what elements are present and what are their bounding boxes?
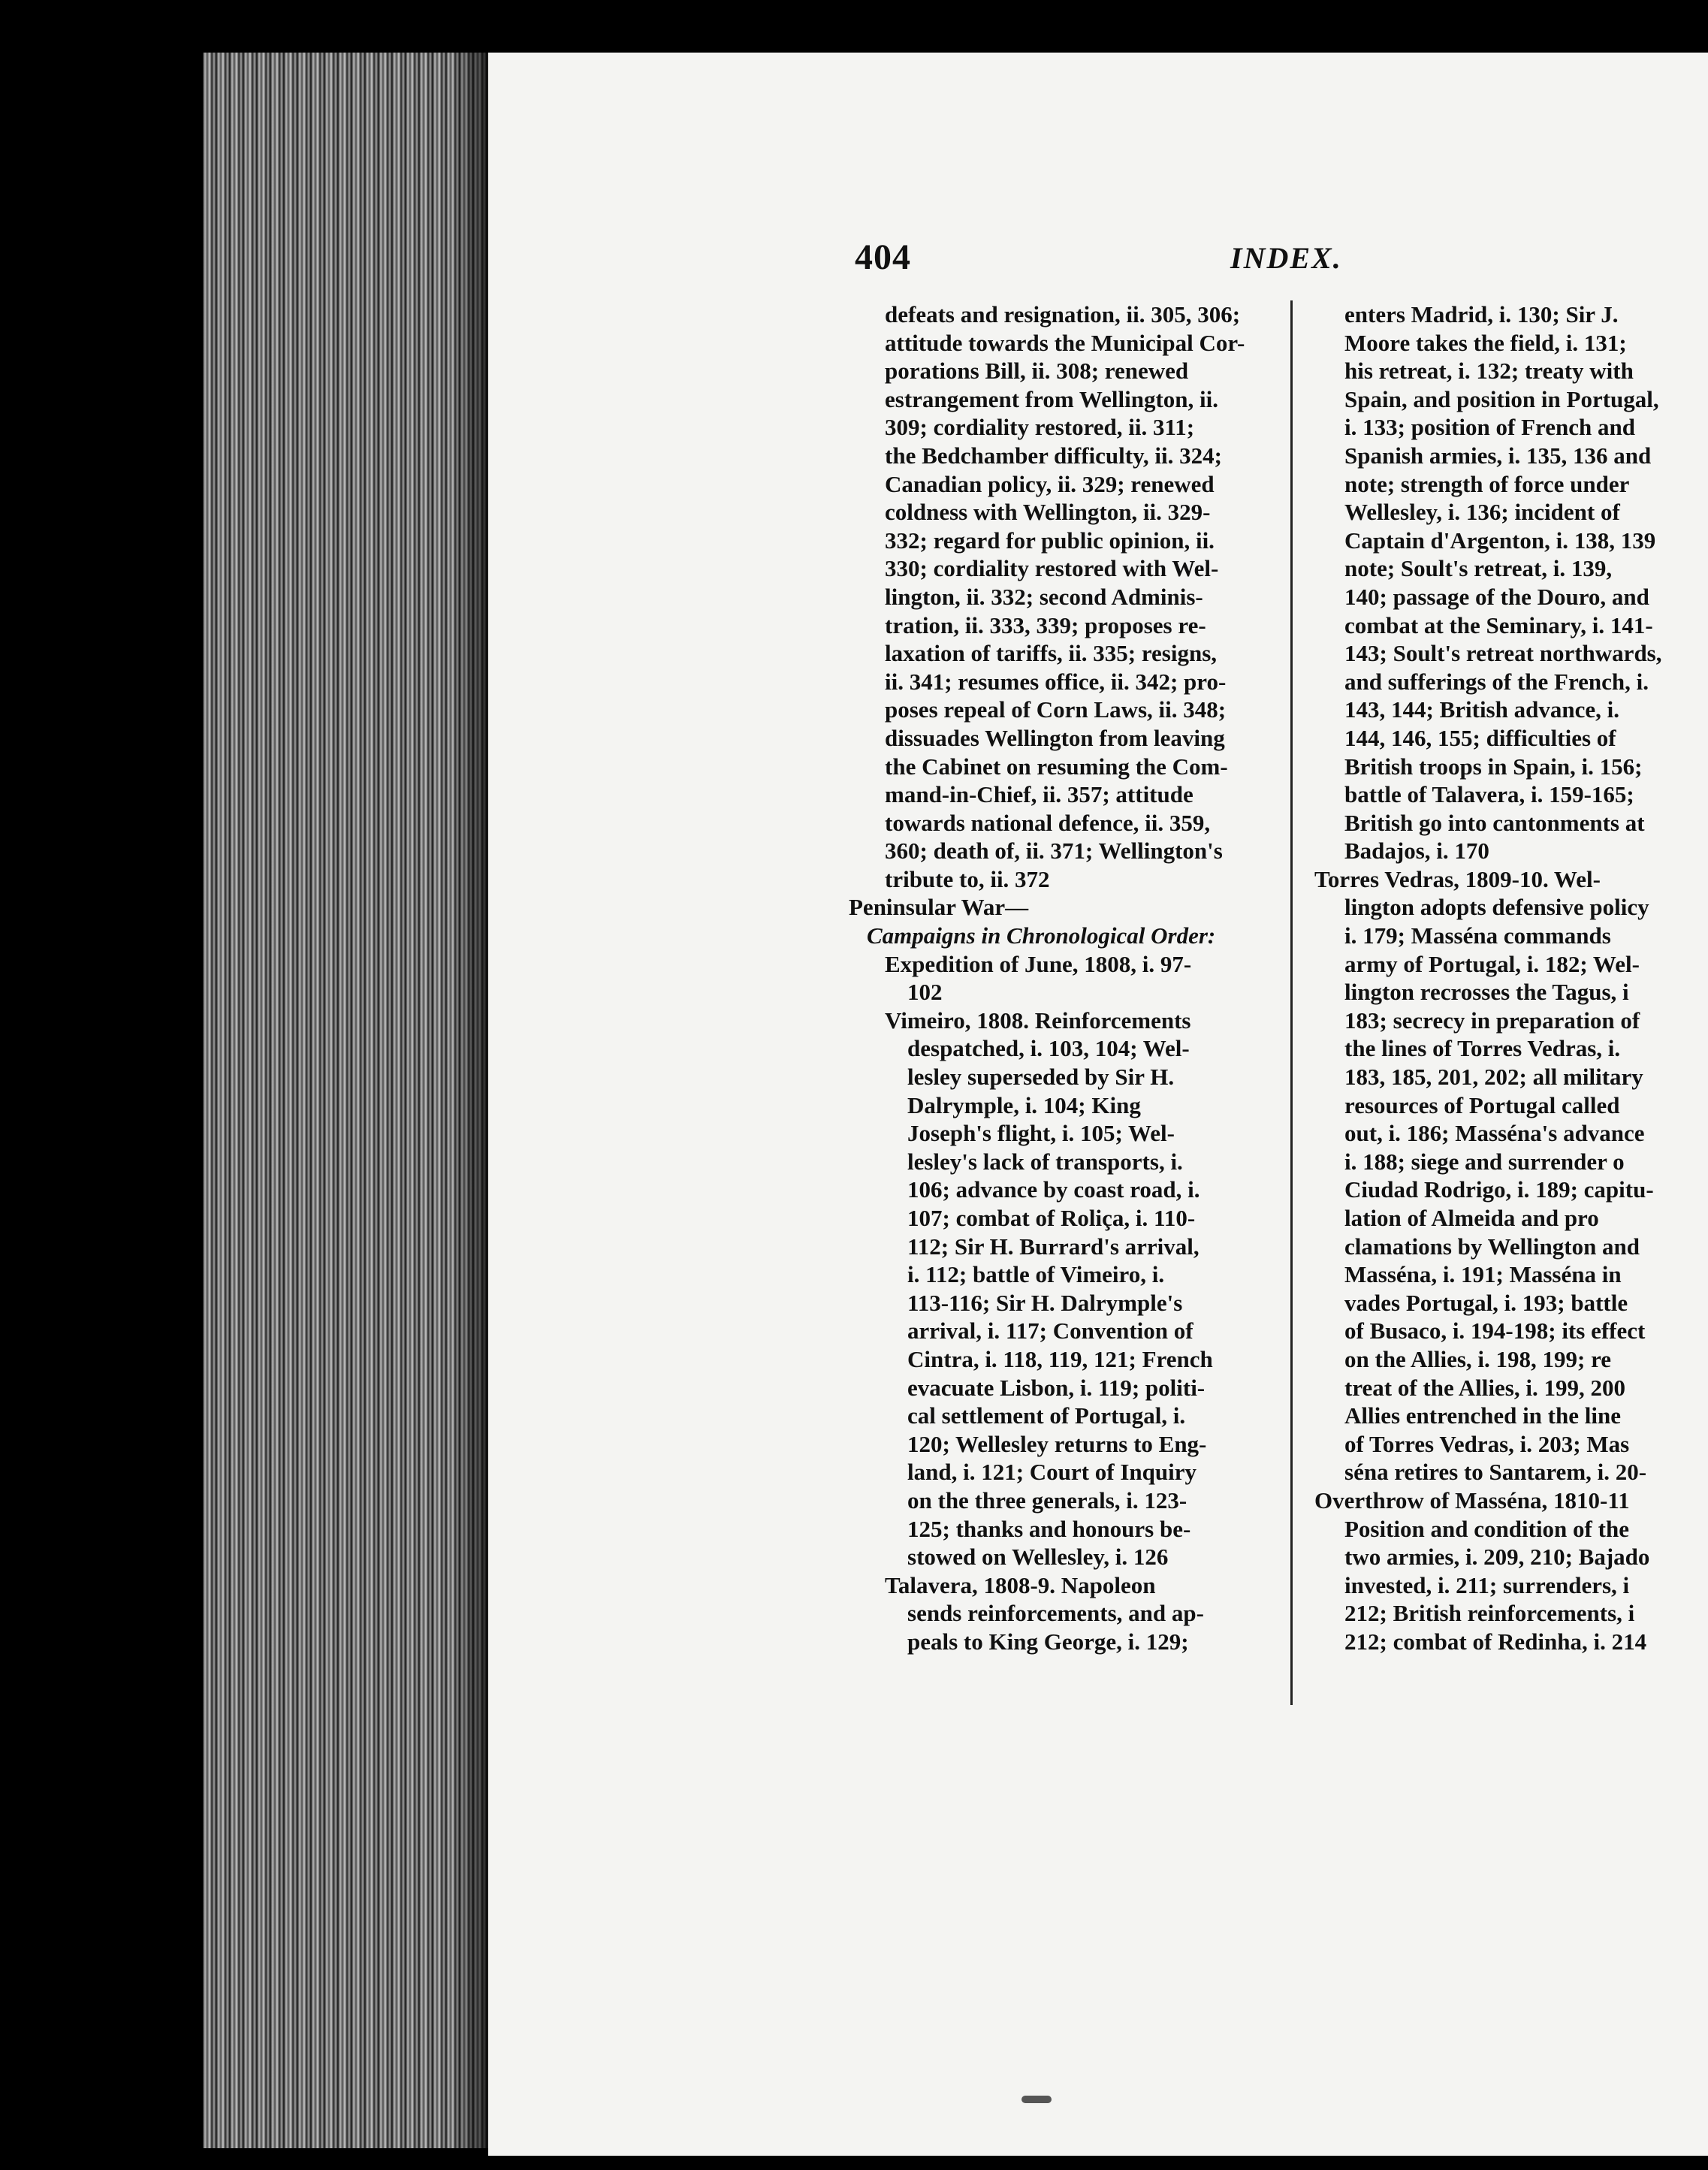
index-line: Moore takes the field, i. 131; — [1344, 329, 1627, 356]
index-line: of Torres Vedras, i. 203; Mas — [1344, 1430, 1630, 1457]
index-line: lington, ii. 332; second Adminis- — [885, 583, 1203, 610]
index-line: 107; combat of Roliça, i. 110- — [907, 1205, 1196, 1231]
index-line: Overthrow of Masséna, 1810-11 — [1314, 1486, 1630, 1514]
index-line: estrangement from Wellington, ii. — [885, 385, 1219, 412]
index-line: Canadian policy, ii. 329; renewed — [885, 470, 1215, 497]
index-line: despatched, i. 103, 104; Wel- — [907, 1035, 1190, 1062]
index-line: 120; Wellesley returns to Eng- — [907, 1430, 1207, 1457]
index-line: 125; thanks and honours be- — [907, 1515, 1191, 1542]
index-line: Badajos, i. 170 — [1344, 838, 1489, 865]
index-line: lington adopts defensive policy — [1344, 894, 1649, 921]
index-line: lesley's lack of transports, i. — [907, 1148, 1183, 1175]
index-line: British troops in Spain, i. 156; — [1344, 753, 1643, 780]
index-line: arrival, i. 117; Convention of — [907, 1317, 1193, 1345]
index-line: peals to King George, i. 129; — [907, 1628, 1189, 1655]
index-line: 143, 144; British advance, i. — [1344, 696, 1619, 723]
index-line: the Cabinet on resuming the Com- — [885, 753, 1228, 780]
index-line: 140; passage of the Douro, and — [1344, 583, 1649, 610]
index-line: note; Soult's retreat, i. 139, — [1344, 555, 1613, 582]
index-line: 309; cordiality restored, ii. 311; — [885, 414, 1195, 441]
index-line: enters Madrid, i. 130; Sir J. — [1344, 301, 1619, 327]
index-line: vades Portugal, i. 193; battle — [1344, 1289, 1628, 1316]
index-line: cal settlement of Portugal, i. — [907, 1402, 1186, 1429]
index-line: land, i. 121; Court of Inquiry — [907, 1459, 1197, 1486]
column-divider — [1290, 300, 1293, 1705]
index-line: i. 188; siege and surrender o — [1344, 1148, 1625, 1175]
index-line: 143; Soult's retreat northwards, — [1344, 640, 1662, 667]
index-line: coldness with Wellington, ii. 329- — [885, 499, 1211, 526]
index-line: attitude towards the Municipal Cor- — [885, 329, 1245, 356]
index-line: tribute to, ii. 372 — [885, 865, 1050, 892]
index-line: sends reinforcements, and ap- — [907, 1600, 1204, 1627]
index-line: on the Allies, i. 198, 199; re — [1344, 1345, 1612, 1372]
index-line: laxation of tariffs, ii. 335; resigns, — [885, 640, 1218, 667]
index-line: out, i. 186; Masséna's advance — [1344, 1120, 1645, 1147]
index-line: on the three generals, i. 123- — [907, 1486, 1187, 1514]
index-line: i. 112; battle of Vimeiro, i. — [907, 1261, 1165, 1288]
index-line: i. 179; Masséna commands — [1344, 922, 1611, 949]
index-line: British go into cantonments at — [1344, 809, 1645, 836]
index-line: 113-116; Sir H. Dalrymple's — [907, 1289, 1183, 1316]
index-line: Torres Vedras, 1809-10. Wel- — [1314, 865, 1601, 892]
index-line: Spanish armies, i. 135, 136 and — [1344, 442, 1652, 469]
index-line: Joseph's flight, i. 105; Wel- — [907, 1120, 1175, 1147]
index-line: Masséna, i. 191; Masséna in — [1344, 1261, 1622, 1288]
index-line: poses repeal of Corn Laws, ii. 348; — [885, 696, 1227, 723]
index-line: Vimeiro, 1808. Reinforcements — [885, 1007, 1191, 1034]
index-line: 212; combat of Redinha, i. 214 — [1344, 1628, 1647, 1655]
index-line: i. 133; position of French and — [1344, 414, 1635, 441]
index-line: 212; British reinforcements, i — [1344, 1600, 1635, 1627]
index-line: 360; death of, ii. 371; Wellington's — [885, 838, 1223, 865]
index-column-left — [849, 300, 1254, 1656]
index-line: two armies, i. 209, 210; Bajado — [1344, 1544, 1650, 1571]
index-line: evacuate Lisbon, i. 119; politi- — [907, 1374, 1206, 1401]
index-line: army of Portugal, i. 182; Wel- — [1344, 950, 1640, 977]
index-line: Ciudad Rodrigo, i. 189; capitu- — [1344, 1176, 1654, 1203]
page-number: 404 — [855, 237, 911, 277]
index-line: battle of Talavera, i. 159-165; — [1344, 781, 1634, 808]
book-fore-edge — [203, 53, 488, 2148]
index-line: lation of Almeida and pro — [1344, 1205, 1599, 1231]
index-line: the Bedchamber difficulty, ii. 324; — [885, 442, 1222, 469]
index-line: 183, 185, 201, 202; all military — [1344, 1064, 1643, 1091]
index-line: invested, i. 211; surrenders, i — [1344, 1571, 1630, 1598]
index-line: 106; advance by coast road, i. — [907, 1176, 1200, 1203]
index-line: treat of the Allies, i. 199, 200 — [1344, 1374, 1625, 1401]
index-line: ii. 341; resumes office, ii. 342; pro- — [885, 668, 1227, 695]
index-line: mand-in-Chief, ii. 357; attitude — [885, 781, 1193, 808]
index-line: note; strength of force under — [1344, 470, 1630, 497]
index-line: clamations by Wellington and — [1344, 1233, 1640, 1260]
index-line: lesley superseded by Sir H. — [907, 1064, 1175, 1091]
index-line: Peninsular War— — [849, 894, 1029, 921]
index-line: tration, ii. 333, 339; proposes re- — [885, 611, 1206, 638]
index-line: Talavera, 1808-9. Napoleon — [885, 1571, 1156, 1598]
index-line: 112; Sir H. Burrard's arrival, — [907, 1233, 1200, 1260]
index-line: Spain, and position in Portugal, — [1344, 385, 1659, 412]
spine-shadow — [451, 53, 488, 2148]
index-line: 332; regard for public opinion, ii. — [885, 527, 1215, 554]
index-line: resources of Portugal called — [1344, 1091, 1620, 1118]
index-line: 330; cordiality restored with Wel- — [885, 555, 1219, 582]
index-line: 183; secrecy in preparation of — [1344, 1007, 1640, 1034]
index-line: 102 — [907, 979, 943, 1006]
index-line: stowed on Wellesley, i. 126 — [907, 1544, 1169, 1571]
index-line: defeats and resignation, ii. 305, 306; — [885, 301, 1241, 327]
index-line: his retreat, i. 132; treaty with — [1344, 358, 1634, 385]
index-line: Cintra, i. 118, 119, 121; French — [907, 1345, 1213, 1372]
index-line: combat at the Seminary, i. 141- — [1344, 611, 1653, 638]
page-smudge — [1021, 2096, 1052, 2103]
running-head: INDEX. — [1230, 241, 1342, 275]
index-line: Captain d'Argenton, i. 138, 139 — [1344, 527, 1656, 554]
index-line: dissuades Wellington from leaving — [885, 724, 1225, 751]
index-line: Allies entrenched in the line — [1344, 1402, 1621, 1429]
index-line: Wellesley, i. 136; incident of — [1344, 499, 1620, 526]
index-line: the lines of Torres Vedras, i. — [1344, 1035, 1621, 1062]
index-line: lington recrosses the Tagus, i — [1344, 979, 1629, 1006]
index-line: towards national defence, ii. 359, — [885, 809, 1211, 836]
index-line: of Busaco, i. 194-198; its effect — [1344, 1317, 1646, 1345]
index-line: porations Bill, ii. 308; renewed — [885, 358, 1189, 385]
index-line: and sufferings of the French, i. — [1344, 668, 1649, 695]
index-column-right — [1314, 300, 1708, 1656]
index-line: Expedition of June, 1808, i. 97- — [885, 950, 1192, 977]
index-line: 144, 146, 155; difficulties of — [1344, 724, 1616, 751]
index-line: Campaigns in Chronological Order: — [867, 922, 1216, 949]
index-line: séna retires to Santarem, i. 20- — [1344, 1459, 1647, 1486]
index-line: Position and condition of the — [1344, 1515, 1629, 1542]
index-line: Dalrymple, i. 104; King — [907, 1091, 1141, 1118]
index-page — [488, 53, 1708, 2156]
